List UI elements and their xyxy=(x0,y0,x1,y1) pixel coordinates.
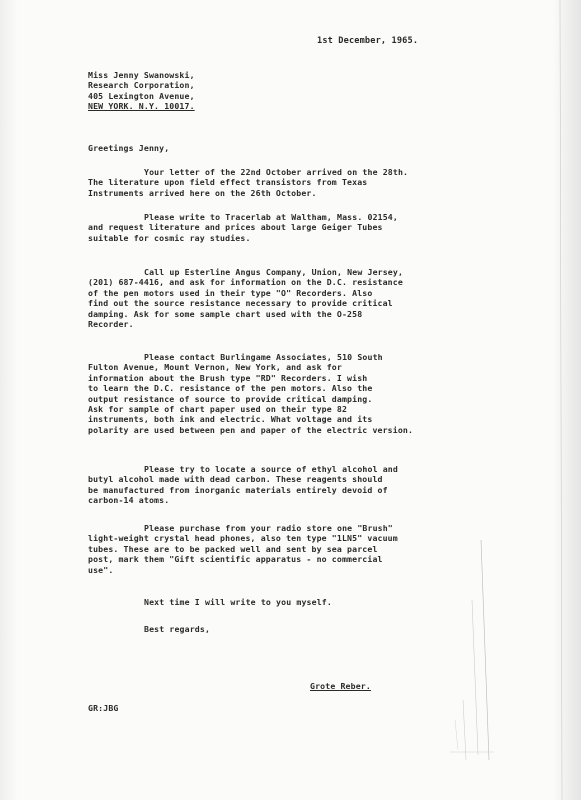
paragraph-line: carbon-14 atoms. xyxy=(88,495,170,506)
letter-date: 1st December, 1965. xyxy=(317,36,419,46)
paragraph-line: Your letter of the 22nd October arrived on the 28th. xyxy=(144,167,409,177)
paragraph-line: Instruments arrived here on the 26th October. xyxy=(88,187,317,198)
paragraph-line: butyl alcohol made with dead carbon. These reagents should xyxy=(88,474,383,485)
body-paragraph-4 xyxy=(88,352,518,435)
paragraph-line: (201) 687-4416, and ask for information on the D.C. resistance xyxy=(88,277,403,288)
recipient-address xyxy=(88,70,195,112)
body-paragraph-5 xyxy=(88,464,518,506)
paragraph-line: Ask for sample of chart paper used on their type 82 xyxy=(88,404,348,415)
paragraph-line: to learn the D.C. resistance of the pen motors. Also the xyxy=(88,383,373,394)
paragraph-line: Please contact Burlingame Associates, 510 South xyxy=(144,352,383,362)
paragraph-line: and request literature and prices about large Geiger Tubes xyxy=(88,222,383,233)
paragraph-line: be manufactured from inorganic materials entirely devoid of xyxy=(88,484,388,495)
paragraph-line: polarity are used between pen and paper of the electric version. xyxy=(88,424,414,435)
body-paragraph-3 xyxy=(88,267,518,329)
paragraph-line: Fulton Avenue, Mount Vernon, New York, and ask for xyxy=(88,362,342,373)
address-line-city: NEW YORK. N.Y. 10017. xyxy=(88,101,195,112)
paragraph-line: Please try to locate a source of ethyl alcohol and xyxy=(144,464,398,474)
paragraph-line: information about the Brush type "RD" Recorders. I wish xyxy=(88,372,368,383)
paragraph-line: find out the source resistance necessary to provide critical xyxy=(88,298,393,309)
paragraph-line: suitable for cosmic ray studies. xyxy=(88,232,251,243)
paragraph-line: Please purchase from your radio store one "Brush" xyxy=(144,523,393,533)
paragraph-line: The literature upon field effect transistors from Texas xyxy=(88,177,368,188)
signature-block: Grote Reber. xyxy=(310,681,371,691)
paragraph-line: Call up Esterline Angus Company, Union, New Jersey, xyxy=(144,267,404,277)
paragraph-line: tubes. These are to be packed well and sent by sea parcel xyxy=(88,543,378,554)
paragraph-line: light-weight crystal head phones, also ten type "1LN5" vacuum xyxy=(88,533,398,544)
address-line-street: 405 Lexington Avenue, xyxy=(88,90,195,101)
paragraph-line: damping. Ask for some sample chart used with the O-258 xyxy=(88,308,363,319)
paragraph-line: Recorder. xyxy=(88,319,134,330)
paragraph-line: post, mark them "Gift scientific apparatus - no commercial xyxy=(88,554,383,565)
body-paragraph-1 xyxy=(88,167,518,198)
paragraph-line: use". xyxy=(88,564,114,575)
paragraph-line: Please write to Tracerlab at Waltham, Mass. 02154, xyxy=(144,212,398,222)
paragraph-line: of the pen motors used in their type "O" Recorders. Also xyxy=(88,287,373,298)
address-line-company: Research Corporation, xyxy=(88,80,195,91)
paragraph-line: instruments, both ink and electric. What voltage and its xyxy=(88,414,373,425)
closing-remark: Next time I will write to you myself. xyxy=(144,597,332,607)
paragraph-line: output resistance of source to provide critical damping. xyxy=(88,393,373,404)
reference-initials: GR:JBG xyxy=(88,703,119,713)
complimentary-close: Best regards, xyxy=(144,624,211,634)
address-line-name: Miss Jenny Swanowski, xyxy=(88,70,195,80)
body-paragraph-6 xyxy=(88,523,518,575)
salutation: Greetings Jenny, xyxy=(88,143,170,153)
body-paragraph-2 xyxy=(88,212,518,243)
